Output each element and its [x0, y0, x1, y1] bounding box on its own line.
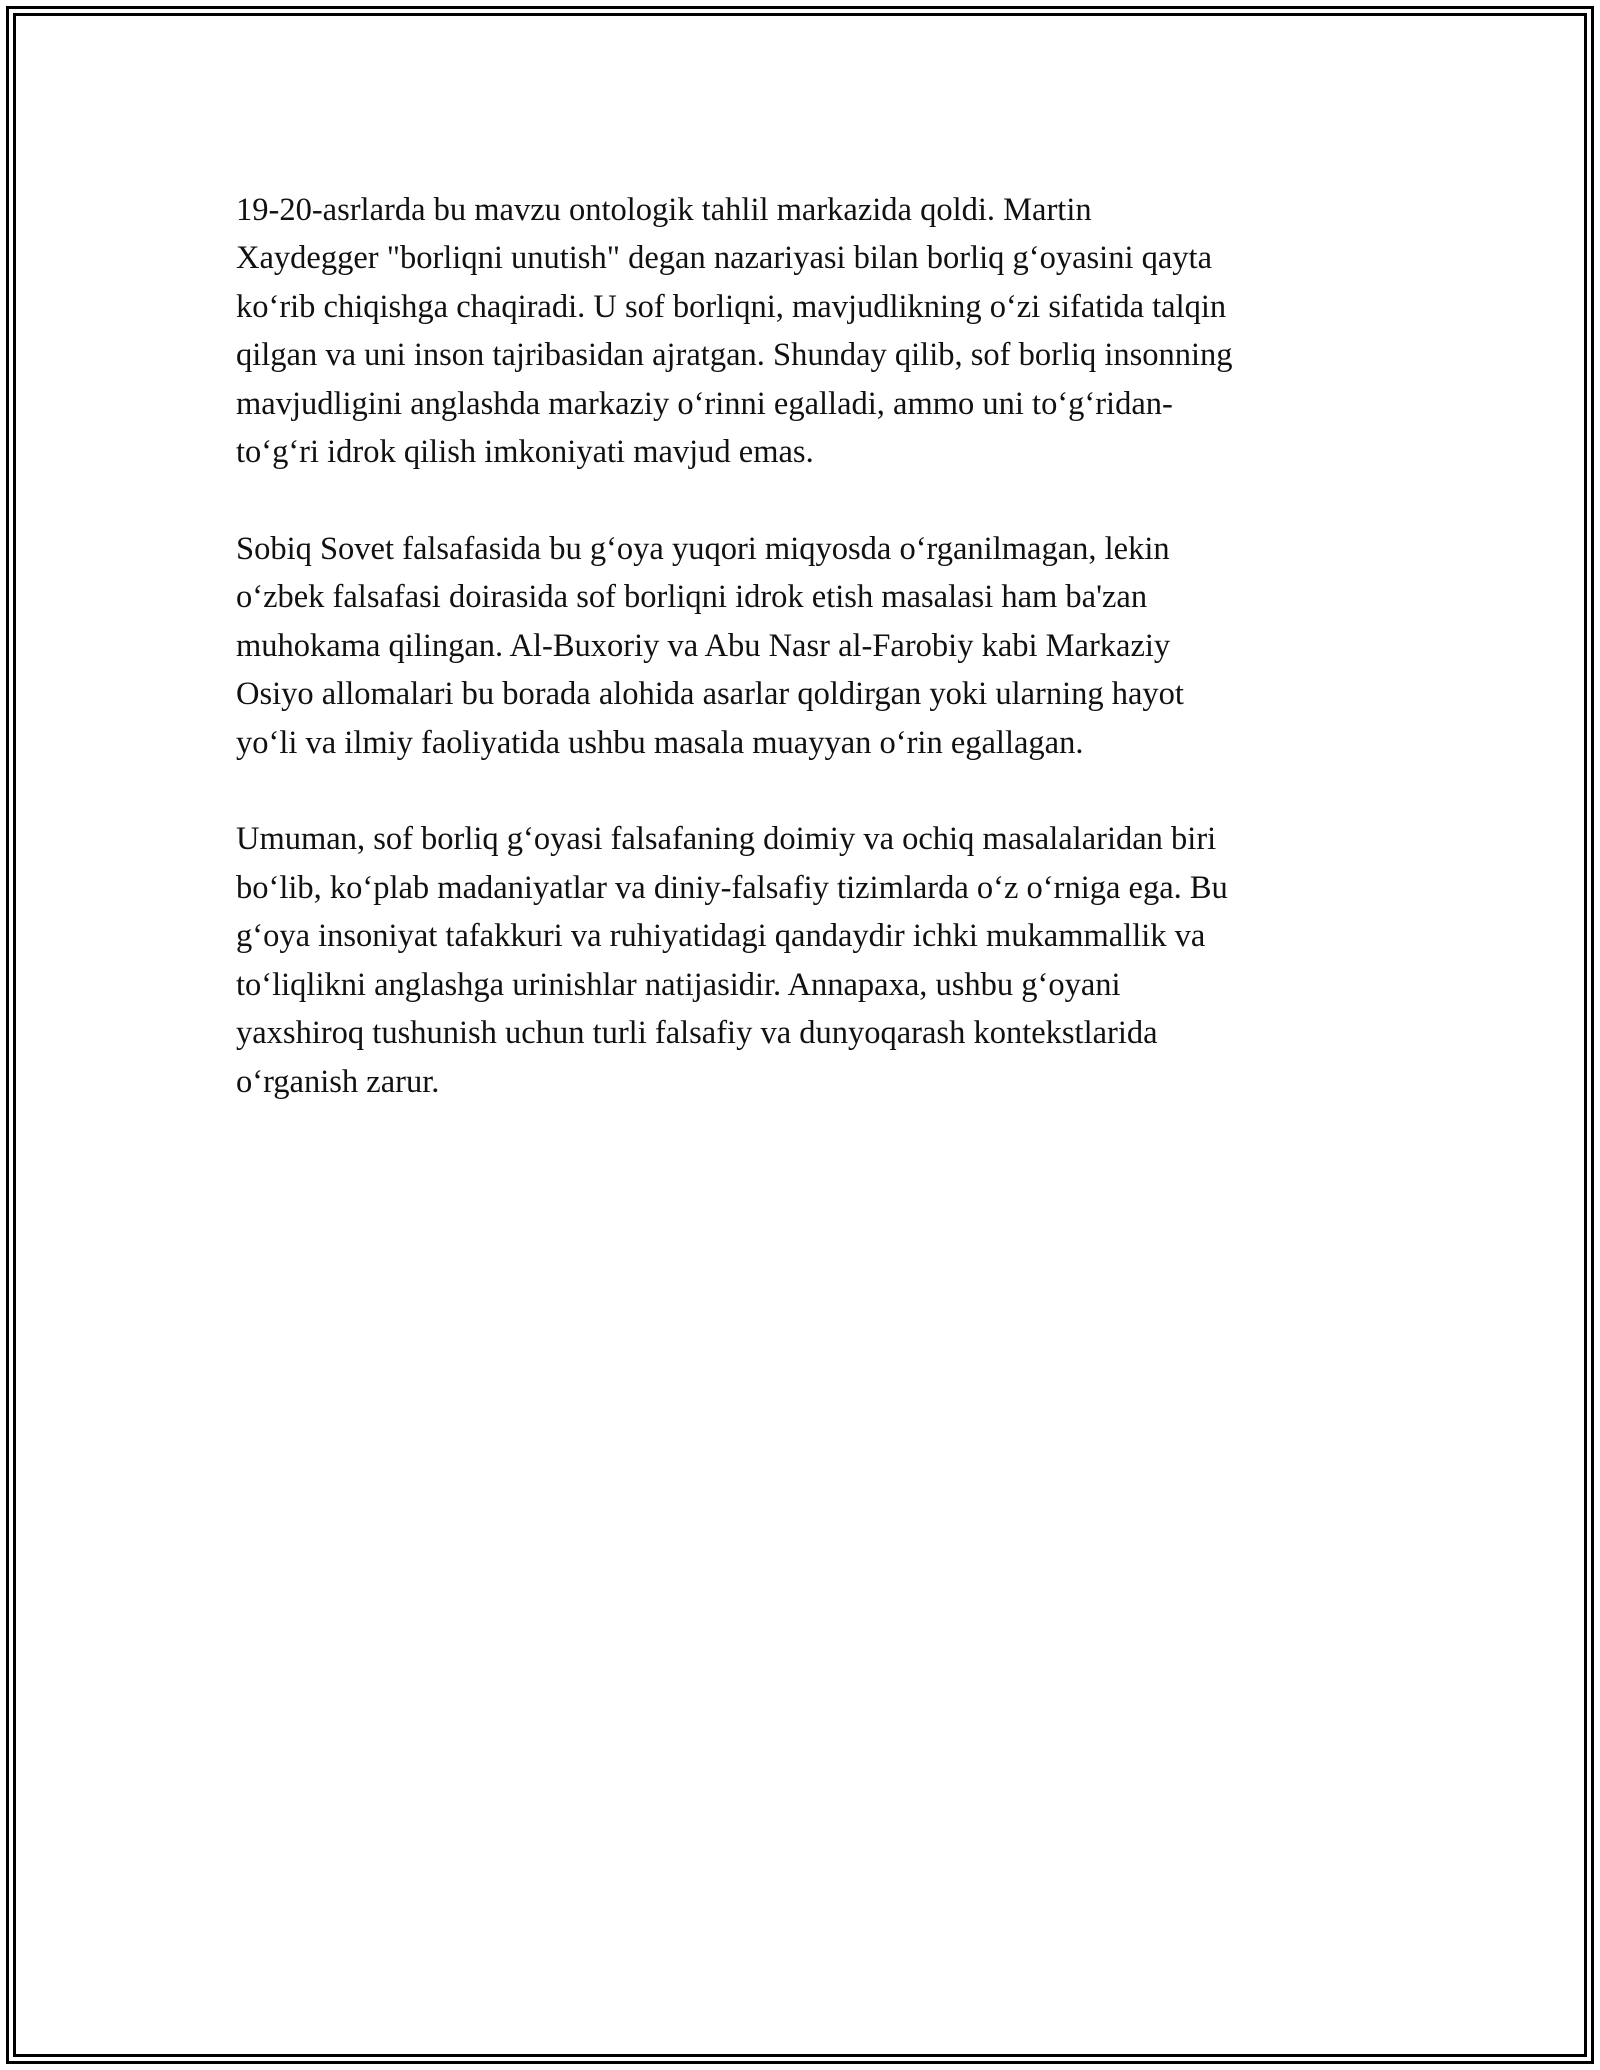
text-line: yo‘li va ilmiy faoliyatida ushbu masala muayyan o‘rin egallagan.	[236, 724, 1084, 761]
text-line: Sobiq Sovet falsafasida bu g‘oya yuqori miqyosda o‘rganilmagan, lekin	[236, 530, 1170, 567]
text-line: mavjudligini anglashda markaziy o‘rinni egalladi, ammo uni to‘g‘ridan-	[236, 385, 1173, 422]
text-line: Xaydegger "borliqni unutish" degan nazariyasi bilan borliq g‘oyasini qayta	[236, 240, 1212, 277]
text-line: Umuman, sof borliq g‘oyasi falsafaning doimiy va ochiq masalalaridan biri	[236, 821, 1217, 858]
paragraph-2	[236, 525, 1366, 767]
paragraph-1	[236, 186, 1366, 476]
text-line: ko‘rib chiqishga chaqiradi. U sof borliqni, mavjudlikning o‘zi sifatida talqin	[236, 288, 1227, 325]
text-line: o‘zbek falsafasi doirasida sof borliqni idrok etish masalasi ham ba'zan	[236, 579, 1148, 616]
text-line: to‘liqlikni anglashga urinishlar natijasidir. Annapaxa, ushbu g‘oyani	[236, 966, 1121, 1003]
text-line: g‘oya insoniyat tafakkuri va ruhiyatidagi qandaydir ichki mukammallik va	[236, 918, 1206, 955]
text-line: bo‘lib, ko‘plab madaniyatlar va diniy-falsafiy tizimlarda o‘z o‘rniga ega. Bu	[236, 869, 1228, 906]
text-line: Osiyo allomalari bu borada alohida asarlar qoldirgan yoki ularning hayot	[236, 676, 1184, 713]
page-content	[236, 186, 1366, 1154]
text-line: o‘rganish zarur.	[236, 1063, 440, 1100]
text-line: muhokama qilingan. Al-Buxoriy va Abu Nasr al-Farobiy kabi Markaziy	[236, 627, 1171, 664]
text-line: 19-20-asrlarda bu mavzu ontologik tahlil markazida qoldi. Martin	[236, 192, 1092, 228]
text-line: qilgan va uni inson tajribasidan ajratgan. Shunday qilib, sof borliq insonning	[236, 337, 1233, 374]
text-line: yaxshiroq tushunish uchun turli falsafiy va dunyoqarash kontekstlarida	[236, 1015, 1158, 1052]
paragraph-3	[236, 815, 1366, 1105]
text-line: to‘g‘ri idrok qilish imkoniyati mavjud emas.	[236, 434, 814, 471]
